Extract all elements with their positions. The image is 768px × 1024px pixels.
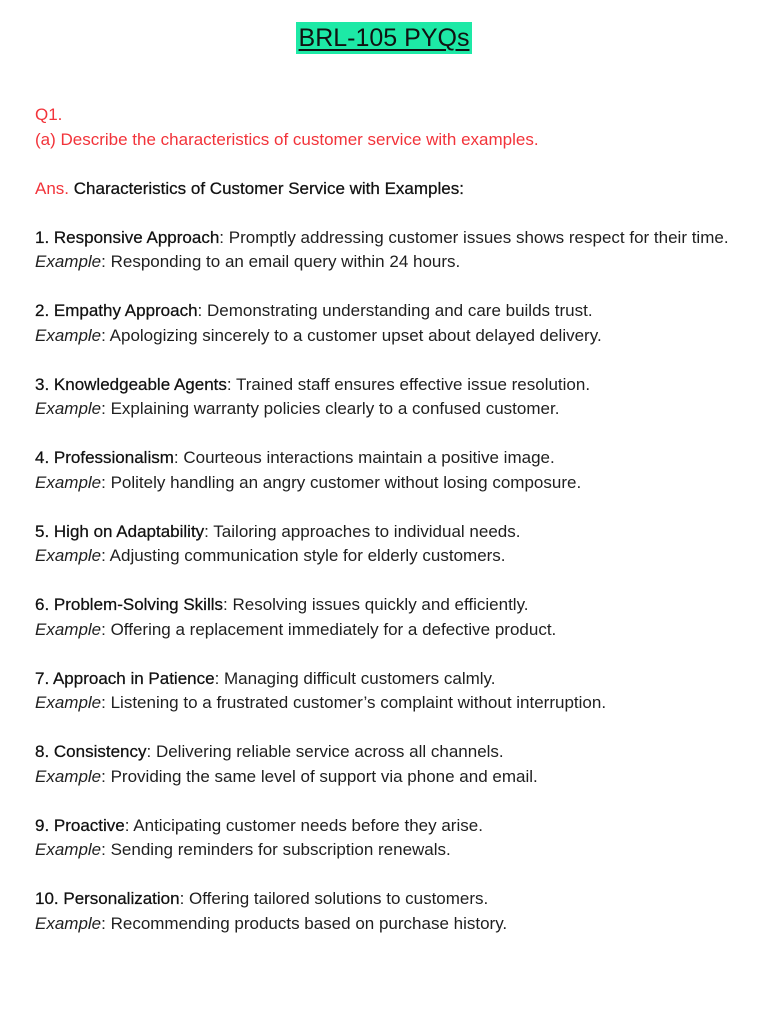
list-item <box>35 740 735 789</box>
item-term: 7. Approach in Patience <box>35 668 215 688</box>
example-label: Example <box>35 252 102 271</box>
item-example-line <box>35 691 735 716</box>
answer-heading: Characteristics of Customer Service with Examples: <box>73 178 464 198</box>
answer-label: Ans. <box>35 178 70 198</box>
item-example-line <box>35 250 735 275</box>
list-item <box>35 373 735 422</box>
item-example: : Responding to an email query within 24 hours. <box>101 252 461 271</box>
list-item <box>35 446 735 495</box>
item-term: 5. High on Adaptability <box>35 521 205 541</box>
item-term: 8. Consistency <box>35 742 147 761</box>
item-example: : Explaining warranty policies clearly to a confused customer. <box>101 399 560 418</box>
question-label: Q1. <box>35 105 63 124</box>
item-term: 3. Knowledgeable Agents <box>35 374 227 394</box>
list-item <box>35 887 735 936</box>
characteristics-list <box>35 226 735 937</box>
item-example: : Recommending products based on purchase history. <box>101 913 508 933</box>
list-item <box>35 593 735 642</box>
item-description: : Resolving issues quickly and efficiently. <box>223 595 529 614</box>
item-description-line <box>35 226 735 251</box>
item-description: : Anticipating customer needs before they arise. <box>124 815 483 835</box>
item-example-line <box>35 397 735 422</box>
item-example: : Providing the same level of support via phone and email. <box>101 766 538 786</box>
item-description-line <box>35 814 735 839</box>
list-item <box>35 299 735 348</box>
question-text: (a) Describe the characteristics of customer service with examples. <box>35 129 539 149</box>
item-example: : Listening to a frustrated customer’s complaint without interruption. <box>101 693 607 712</box>
example-label: Example <box>35 619 102 639</box>
example-label: Example <box>35 840 102 859</box>
item-description-line <box>35 593 735 618</box>
item-example: : Offering a replacement immediately for a defective product. <box>101 619 557 639</box>
item-description: : Managing difficult customers calmly. <box>214 668 496 688</box>
item-description: : Trained staff ensures effective issue resolution. <box>226 374 591 394</box>
document-body <box>35 103 735 936</box>
example-label: Example <box>35 546 102 565</box>
example-label: Example <box>35 766 102 786</box>
item-example-line <box>35 912 735 937</box>
item-example-line <box>35 324 735 349</box>
item-example-line <box>35 765 735 790</box>
example-label: Example <box>35 913 102 933</box>
item-description: : Promptly addressing customer issues shows respect for their time. <box>219 227 729 247</box>
item-description-line <box>35 446 735 471</box>
item-example: : Sending reminders for subscription renewals. <box>101 840 451 859</box>
item-example: : Apologizing sincerely to a customer upset about delayed delivery. <box>101 325 602 345</box>
item-term: 10. Personalization <box>35 889 180 908</box>
item-description-line <box>35 740 735 765</box>
answer-line <box>35 177 735 202</box>
item-example-line <box>35 544 735 569</box>
item-description: : Offering tailored solutions to customers. <box>179 889 489 908</box>
list-item <box>35 814 735 863</box>
example-label: Example <box>35 472 102 492</box>
item-term: 4. Professionalism <box>35 448 174 467</box>
item-description: : Demonstrating understanding and care builds trust. <box>197 301 593 320</box>
item-term: 1. Responsive Approach <box>35 227 220 247</box>
example-label: Example <box>35 325 102 345</box>
item-description: : Tailoring approaches to individual needs. <box>204 521 521 541</box>
item-description-line <box>35 887 735 912</box>
item-description: : Delivering reliable service across all channels. <box>146 742 504 761</box>
example-label: Example <box>35 399 102 418</box>
list-item <box>35 520 735 569</box>
item-description-line <box>35 667 735 692</box>
item-description-line <box>35 299 735 324</box>
item-term: 6. Problem-Solving Skills <box>35 595 224 614</box>
list-item <box>35 226 735 275</box>
item-example: : Politely handling an angry customer without losing composure. <box>101 472 582 492</box>
item-example-line <box>35 838 735 863</box>
item-term: 2. Empathy Approach <box>35 301 198 320</box>
page-title: BRL-105 PYQs <box>296 22 473 54</box>
item-description: : Courteous interactions maintain a positive image. <box>173 448 555 467</box>
example-label: Example <box>35 693 102 712</box>
item-example-line <box>35 618 735 643</box>
item-example-line <box>35 471 735 496</box>
title-container <box>0 22 768 54</box>
list-item <box>35 667 735 716</box>
item-description-line <box>35 373 735 398</box>
item-description-line <box>35 520 735 545</box>
item-example: : Adjusting communication style for elderly customers. <box>101 546 506 565</box>
item-term: 9. Proactive <box>35 815 125 835</box>
